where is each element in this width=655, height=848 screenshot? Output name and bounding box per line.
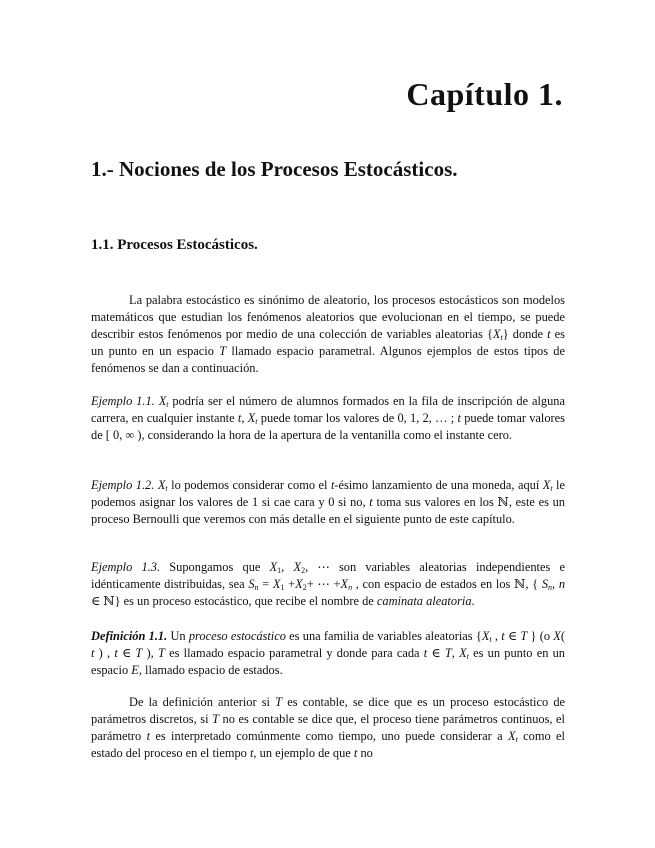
definition-label: Definición 1.1.	[91, 629, 168, 643]
intro-paragraph: La palabra estocástico es sinónimo de aleatorio, los procesos estocásticos son modelos matemáticos que estudian los fenómenos aleatorios que evolucionan en el tiempo, se puede describir estos fenómenos por medio de una colección de variables aleatorias $\{X_t\}$ donde t es un punto en un espacio T llamado espacio parametral. Algunos ejemplos de estos tipos de fenómenos se dan a continuación.	[91, 293, 566, 375]
example-3-label: Ejemplo 1.3.	[91, 560, 161, 574]
closing-paragraph: De la definición anterior si T es contable, se dice que es un proceso estocástico de parámetros discretos, si T no es contable se dice que, el proceso tiene parámetros continuos, el parámetro t es interpretado comúnmente como tiempo, uno puede considerar a $X_t$ como el estado del proceso en el tiempo t, un ejemplo de que t no	[91, 695, 566, 760]
example-1-label: Ejemplo 1.1.	[91, 394, 155, 408]
section-title: 1.- Nociones de los Procesos Estocásticos.	[91, 157, 458, 181]
chapter-title: Capítulo 1.	[406, 76, 563, 112]
example-2-label: Ejemplo 1.2.	[91, 478, 155, 492]
definition-paragraph: Definición 1.1. Un proceso estocástico es una familia de variables aleatorias {$X_t$ , t ∈ T } (o X( t ) , t ∈ T ), T es llamado espacio parametral y donde para cada t ∈ T, $X_t$ es un punto en un espacio E, llamado espacio de estados.	[91, 629, 565, 677]
subsection-title: 1.1. Procesos Estocásticos.	[91, 237, 258, 253]
example-3-paragraph: Ejemplo 1.3. Supongamos que $X_1$, $X_2$, ⋯ son variables aleatorias independientes e idénticamente distribuidas, sea $S_n = X_1 +X_2+$ ⋯ $+X_n$ , con espacio de estados en los ℕ, { $S_n$, n ∈ ℕ} es un proceso estocástico, que recibe el nombre de caminata aleatoria.	[91, 560, 566, 608]
caminata-aleatoria-term: caminata aleatoria	[376, 594, 472, 608]
example-1-paragraph: Ejemplo 1.1. $X_t$ podría ser el número de alumnos formados en la fila de inscripción de alguna carrera, en cualquier instante t, $X_t$ puede tomar los valores de 0, 1, 2, … ; t puede tomar valores de [ 0, ∞ ), considerando la hora de la apertura de la ventanilla como el instante cero.	[91, 394, 565, 442]
example-2-paragraph: Ejemplo 1.2. $X_t$ lo podemos considerar como el t-ésimo lanzamiento de una moneda, aquí $X_t$ le podemos asignar los valores de 1 si cae cara y 0 si no, t toma sus valores en los ℕ, este es un proceso Bernoulli que veremos con más detalle en el siguiente punto de este capítulo.	[91, 478, 566, 526]
